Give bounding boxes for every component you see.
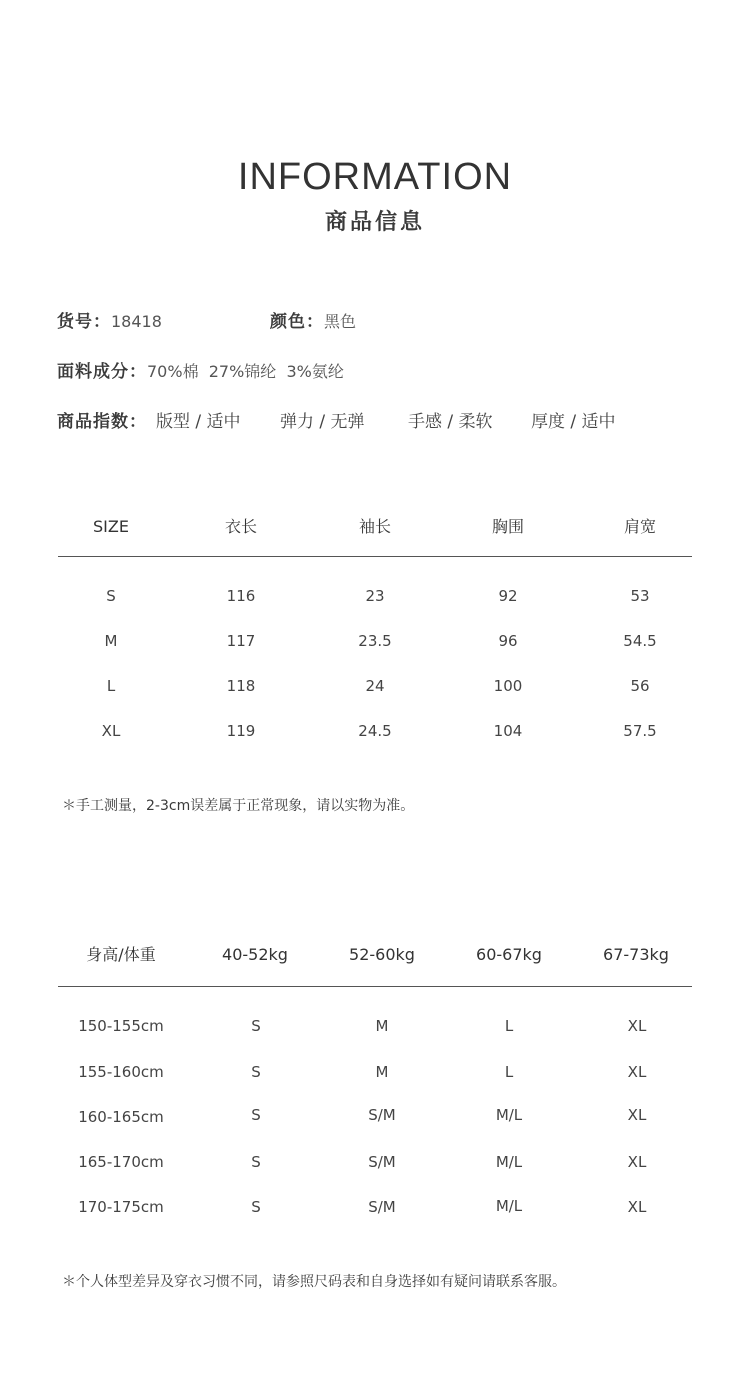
table-cell: 170-175cm [78,1198,164,1216]
table-cell: XL [627,1198,647,1216]
index-fit: 版型 / 适中 [156,412,241,432]
table-cell: 117 [226,632,256,650]
table-cell: S [251,1106,261,1124]
item-color [270,310,356,334]
product-index-label: 商品指数： [57,412,147,432]
table-cell: 150-155cm [78,1017,164,1035]
table-cell: 57.5 [623,722,657,740]
table-cell: S [251,1153,261,1171]
table-cell: 104 [493,722,523,740]
material-label: 面料成分： [57,362,147,382]
size-table-header: SIZE [93,517,129,536]
table-cell: 100 [493,677,523,695]
table-cell: 54.5 [623,632,657,650]
table-cell: S [251,1198,261,1216]
item-number-value: 18418 [111,312,162,331]
table-cell: L [504,1017,514,1035]
material-value: 70%棉 27%锦纶 3%氨纶 [147,362,344,381]
table-cell: M/L [495,1106,523,1124]
page-title-cn: 商品信息 [324,210,425,235]
table-cell: 165-170cm [78,1153,164,1171]
table-cell: 96 [498,632,518,650]
fit-table-header: 身高/体重 [86,945,156,964]
material-composition [57,360,344,384]
fit-table-header: 67-73kg [603,945,669,964]
table-cell: 56 [630,677,650,695]
item-color-value: 黑色 [324,312,357,331]
table-cell: 24 [365,677,385,695]
index-thickness: 厚度 / 适中 [531,412,616,432]
table-cell: XL [627,1017,647,1035]
table-cell: S [106,587,116,605]
table-cell: M/L [495,1197,523,1215]
table-cell: S/M [368,1153,396,1171]
item-color-label: 颜色： [270,312,324,332]
table-cell: 160-165cm [78,1108,164,1126]
table-cell: M [375,1017,389,1035]
table-cell: XL [627,1106,647,1124]
table-cell: 53 [630,587,650,605]
fit-table-header: 52-60kg [349,945,415,964]
table-cell: S [251,1063,261,1081]
size-table-header: 胸围 [491,517,524,536]
table-cell: 23.5 [358,632,392,650]
table-cell: L [504,1063,514,1081]
page-title-en: INFORMATION [237,156,513,198]
table-cell: M [375,1063,389,1081]
fit-table-header: 60-67kg [476,945,542,964]
table-cell: S/M [368,1106,396,1124]
table-cell: M [104,632,118,650]
table-cell: S/M [368,1198,396,1216]
table-cell: L [106,677,116,695]
table-cell: M/L [495,1153,523,1171]
fit-table-header: 40-52kg [222,945,288,964]
size-table-header: 衣长 [224,517,257,536]
item-number [57,310,162,334]
fit-note: ＊个人体型差异及穿衣习惯不同，请参照尺码表和自身选择如有疑问请联系客服。 [62,1274,566,1290]
table-cell: 116 [226,587,256,605]
index-elasticity: 弹力 / 无弹 [280,412,365,432]
product-index-label-line [57,410,147,434]
table-cell: XL [627,1063,647,1081]
table-cell: S [251,1017,261,1035]
table-cell: XL [101,722,121,740]
table-cell: 119 [226,722,256,740]
table-cell: XL [627,1153,647,1171]
size-table-header: 肩宽 [623,517,656,536]
table-cell: 92 [498,587,518,605]
size-table-divider [58,556,692,557]
item-number-label: 货号： [57,312,111,332]
table-cell: 155-160cm [78,1063,164,1081]
table-cell: 24.5 [358,722,392,740]
index-hand-feel: 手感 / 柔软 [408,412,493,432]
fit-table-divider [58,986,692,987]
measurement-note: ＊手工测量，2-3cm误差属于正常现象，请以实物为准。 [62,798,415,814]
table-cell: 23 [365,587,385,605]
table-cell: 118 [226,677,256,695]
size-table-header: 袖长 [358,517,391,536]
